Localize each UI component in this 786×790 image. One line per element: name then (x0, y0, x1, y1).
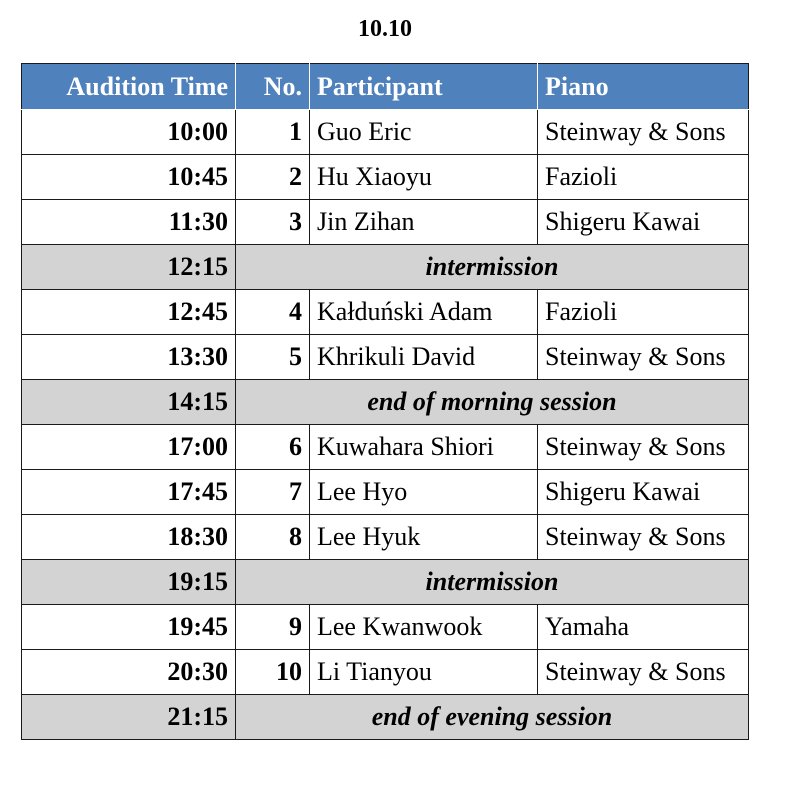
piano-cell: Fazioli (538, 155, 749, 200)
piano-cell: Yamaha (538, 605, 749, 650)
piano-cell: Steinway & Sons (538, 650, 749, 695)
audition-schedule-table (21, 63, 749, 740)
break-time-cell: 21:15 (22, 695, 236, 740)
break-row (22, 695, 749, 740)
column-header-audition-time: Audition Time (22, 64, 236, 110)
participant-name-cell: Lee Hyo (310, 470, 538, 515)
audition-time-cell: 10:00 (22, 110, 236, 155)
participant-number-cell: 5 (236, 335, 310, 380)
piano-cell: Steinway & Sons (538, 110, 749, 155)
participant-name-cell: Kałduński Adam (310, 290, 538, 335)
break-row (22, 245, 749, 290)
piano-cell: Steinway & Sons (538, 515, 749, 560)
break-row (22, 380, 749, 425)
break-label-cell: intermission (236, 245, 749, 290)
participant-name-cell: Li Tianyou (310, 650, 538, 695)
header-row (22, 64, 749, 110)
participant-number-cell: 8 (236, 515, 310, 560)
column-header-number: No. (236, 64, 310, 110)
break-time-cell: 14:15 (22, 380, 236, 425)
break-row (22, 560, 749, 605)
piano-cell: Fazioli (538, 290, 749, 335)
table-row (22, 335, 749, 380)
column-header-participant: Participant (310, 64, 538, 110)
break-label-cell: end of evening session (236, 695, 749, 740)
audition-time-cell: 20:30 (22, 650, 236, 695)
column-header-piano: Piano (538, 64, 749, 110)
table-row (22, 290, 749, 335)
break-time-cell: 19:15 (22, 560, 236, 605)
participant-number-cell: 6 (236, 425, 310, 470)
piano-cell: Shigeru Kawai (538, 470, 749, 515)
table-row (22, 110, 749, 155)
piano-cell: Steinway & Sons (538, 425, 749, 470)
participant-name-cell: Hu Xiaoyu (310, 155, 538, 200)
audition-time-cell: 17:00 (22, 425, 236, 470)
table-row (22, 470, 749, 515)
break-time-cell: 12:15 (22, 245, 236, 290)
table-row (22, 515, 749, 560)
participant-name-cell: Lee Kwanwook (310, 605, 538, 650)
audition-time-cell: 19:45 (22, 605, 236, 650)
audition-time-cell: 17:45 (22, 470, 236, 515)
table-row (22, 200, 749, 245)
table-row (22, 605, 749, 650)
participant-name-cell: Jin Zihan (310, 200, 538, 245)
audition-time-cell: 11:30 (22, 200, 236, 245)
participant-number-cell: 9 (236, 605, 310, 650)
participant-name-cell: Kuwahara Shiori (310, 425, 538, 470)
table-row (22, 650, 749, 695)
participant-number-cell: 10 (236, 650, 310, 695)
table-row (22, 155, 749, 200)
table-row (22, 425, 749, 470)
audition-time-cell: 13:30 (22, 335, 236, 380)
audition-time-cell: 18:30 (22, 515, 236, 560)
participant-number-cell: 4 (236, 290, 310, 335)
participant-name-cell: Khrikuli David (310, 335, 538, 380)
piano-cell: Steinway & Sons (538, 335, 749, 380)
participant-number-cell: 3 (236, 200, 310, 245)
audition-time-cell: 12:45 (22, 290, 236, 335)
participant-number-cell: 1 (236, 110, 310, 155)
break-label-cell: intermission (236, 560, 749, 605)
audition-time-cell: 10:45 (22, 155, 236, 200)
participant-name-cell: Guo Eric (310, 110, 538, 155)
piano-cell: Shigeru Kawai (538, 200, 749, 245)
participant-number-cell: 7 (236, 470, 310, 515)
participant-number-cell: 2 (236, 155, 310, 200)
break-label-cell: end of morning session (236, 380, 749, 425)
page-title: 10.10 (358, 16, 412, 42)
participant-name-cell: Lee Hyuk (310, 515, 538, 560)
